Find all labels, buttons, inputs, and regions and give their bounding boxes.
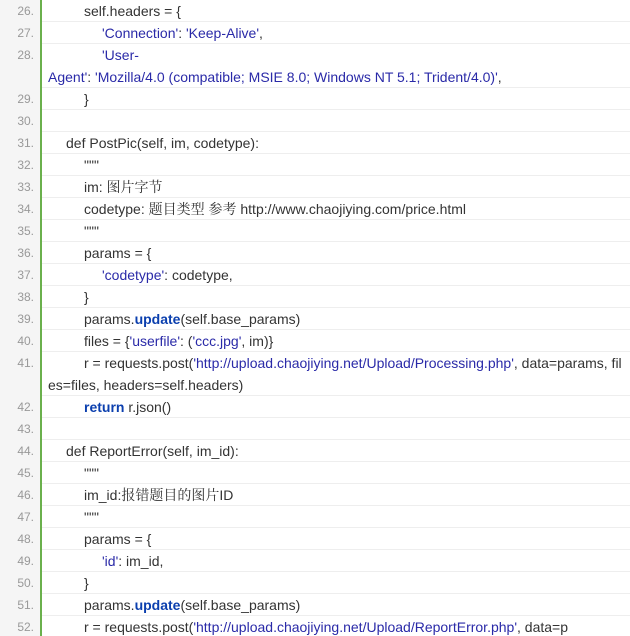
code-line: r = requests.post('http://upload.chaojiying.net/Upload/Processing.php', data=params, files=files, headers=self.headers) (48, 355, 622, 393)
code-line: files = {'userfile': ('ccc.jpg', im)} (84, 333, 274, 349)
code-line: im: 图片字节 (84, 179, 163, 195)
code-row (0, 286, 630, 308)
line-number: 31. (17, 136, 34, 150)
code-row (0, 176, 630, 198)
line-number: 50. (17, 576, 34, 590)
code-row (0, 550, 630, 572)
line-number: 38. (17, 290, 34, 304)
code-row (0, 528, 630, 550)
line-number: 44. (17, 444, 34, 458)
code-line: params = { (84, 531, 152, 547)
line-number: 34. (17, 202, 34, 216)
code-row (0, 572, 630, 594)
code-row (0, 264, 630, 286)
line-number: 39. (17, 312, 34, 326)
line-number: 41. (17, 356, 34, 370)
code-line: } (84, 91, 89, 107)
code-row (0, 220, 630, 242)
line-number: 49. (17, 554, 34, 568)
line-number: 40. (17, 334, 34, 348)
line-number: 43. (17, 422, 34, 436)
code-row (0, 462, 630, 484)
code-row (0, 418, 630, 440)
code-row (0, 484, 630, 506)
code-line: } (84, 575, 89, 591)
code-line: params = { (84, 245, 152, 261)
code-row (0, 330, 630, 352)
code-line: """ (84, 509, 99, 525)
code-line: 'codetype': codetype, (102, 267, 233, 283)
code-row (0, 198, 630, 220)
code-row (0, 308, 630, 330)
code-row (0, 22, 630, 44)
line-number: 52. (17, 620, 34, 634)
code-row (0, 132, 630, 154)
code-line: codetype: 题目类型 参考 http://www.chaojiying.com/price.html (84, 201, 467, 217)
line-number: 30. (17, 114, 34, 128)
code-row (0, 594, 630, 616)
code-line: """ (84, 223, 99, 239)
code-line: params.update(self.base_params) (84, 597, 301, 613)
code-row (0, 44, 630, 88)
code-row (0, 616, 630, 636)
code-row (0, 0, 630, 22)
code-row (0, 396, 630, 418)
line-number: 27. (17, 26, 34, 40)
code-row (0, 88, 630, 110)
code-row (0, 352, 630, 396)
code-line: def ReportError(self, im_id): (66, 443, 239, 459)
code-line-continuation: Agent': 'Mozilla/4.0 (compatible; MSIE 8.0; Windows NT 5.1; Trident/4.0)', (48, 69, 502, 85)
line-number: 37. (17, 268, 34, 282)
line-number: 28. (17, 48, 34, 62)
line-number: 47. (17, 510, 34, 524)
code-line: """ (84, 465, 99, 481)
code-line: 'id': im_id, (102, 553, 164, 569)
line-number: 51. (17, 598, 34, 612)
code-line: self.headers = { (84, 3, 181, 19)
code-line: return r.json() (84, 399, 172, 415)
line-number: 32. (17, 158, 34, 172)
line-number: 42. (17, 400, 34, 414)
line-number: 46. (17, 488, 34, 502)
code-line: 'User- (102, 47, 139, 63)
line-number: 36. (17, 246, 34, 260)
code-row (0, 110, 630, 132)
line-number: 33. (17, 180, 34, 194)
code-row (0, 154, 630, 176)
code-line: 'Connection': 'Keep-Alive', (102, 25, 263, 41)
code-row (0, 242, 630, 264)
code-line: r = requests.post('http://upload.chaojiying.net/Upload/ReportError.php', data=p (84, 619, 568, 635)
code-row (0, 506, 630, 528)
line-number: 29. (17, 92, 34, 106)
line-number: 48. (17, 532, 34, 546)
code-line: def PostPic(self, im, codetype): (66, 135, 259, 151)
code-line: """ (84, 157, 99, 173)
line-number: 35. (17, 224, 34, 238)
code-line: params.update(self.base_params) (84, 311, 301, 327)
code-line: im_id:报错题目的图片ID (84, 487, 234, 503)
code-line: } (84, 289, 89, 305)
code-row (0, 440, 630, 462)
line-number: 45. (17, 466, 34, 480)
line-number: 26. (17, 4, 34, 18)
